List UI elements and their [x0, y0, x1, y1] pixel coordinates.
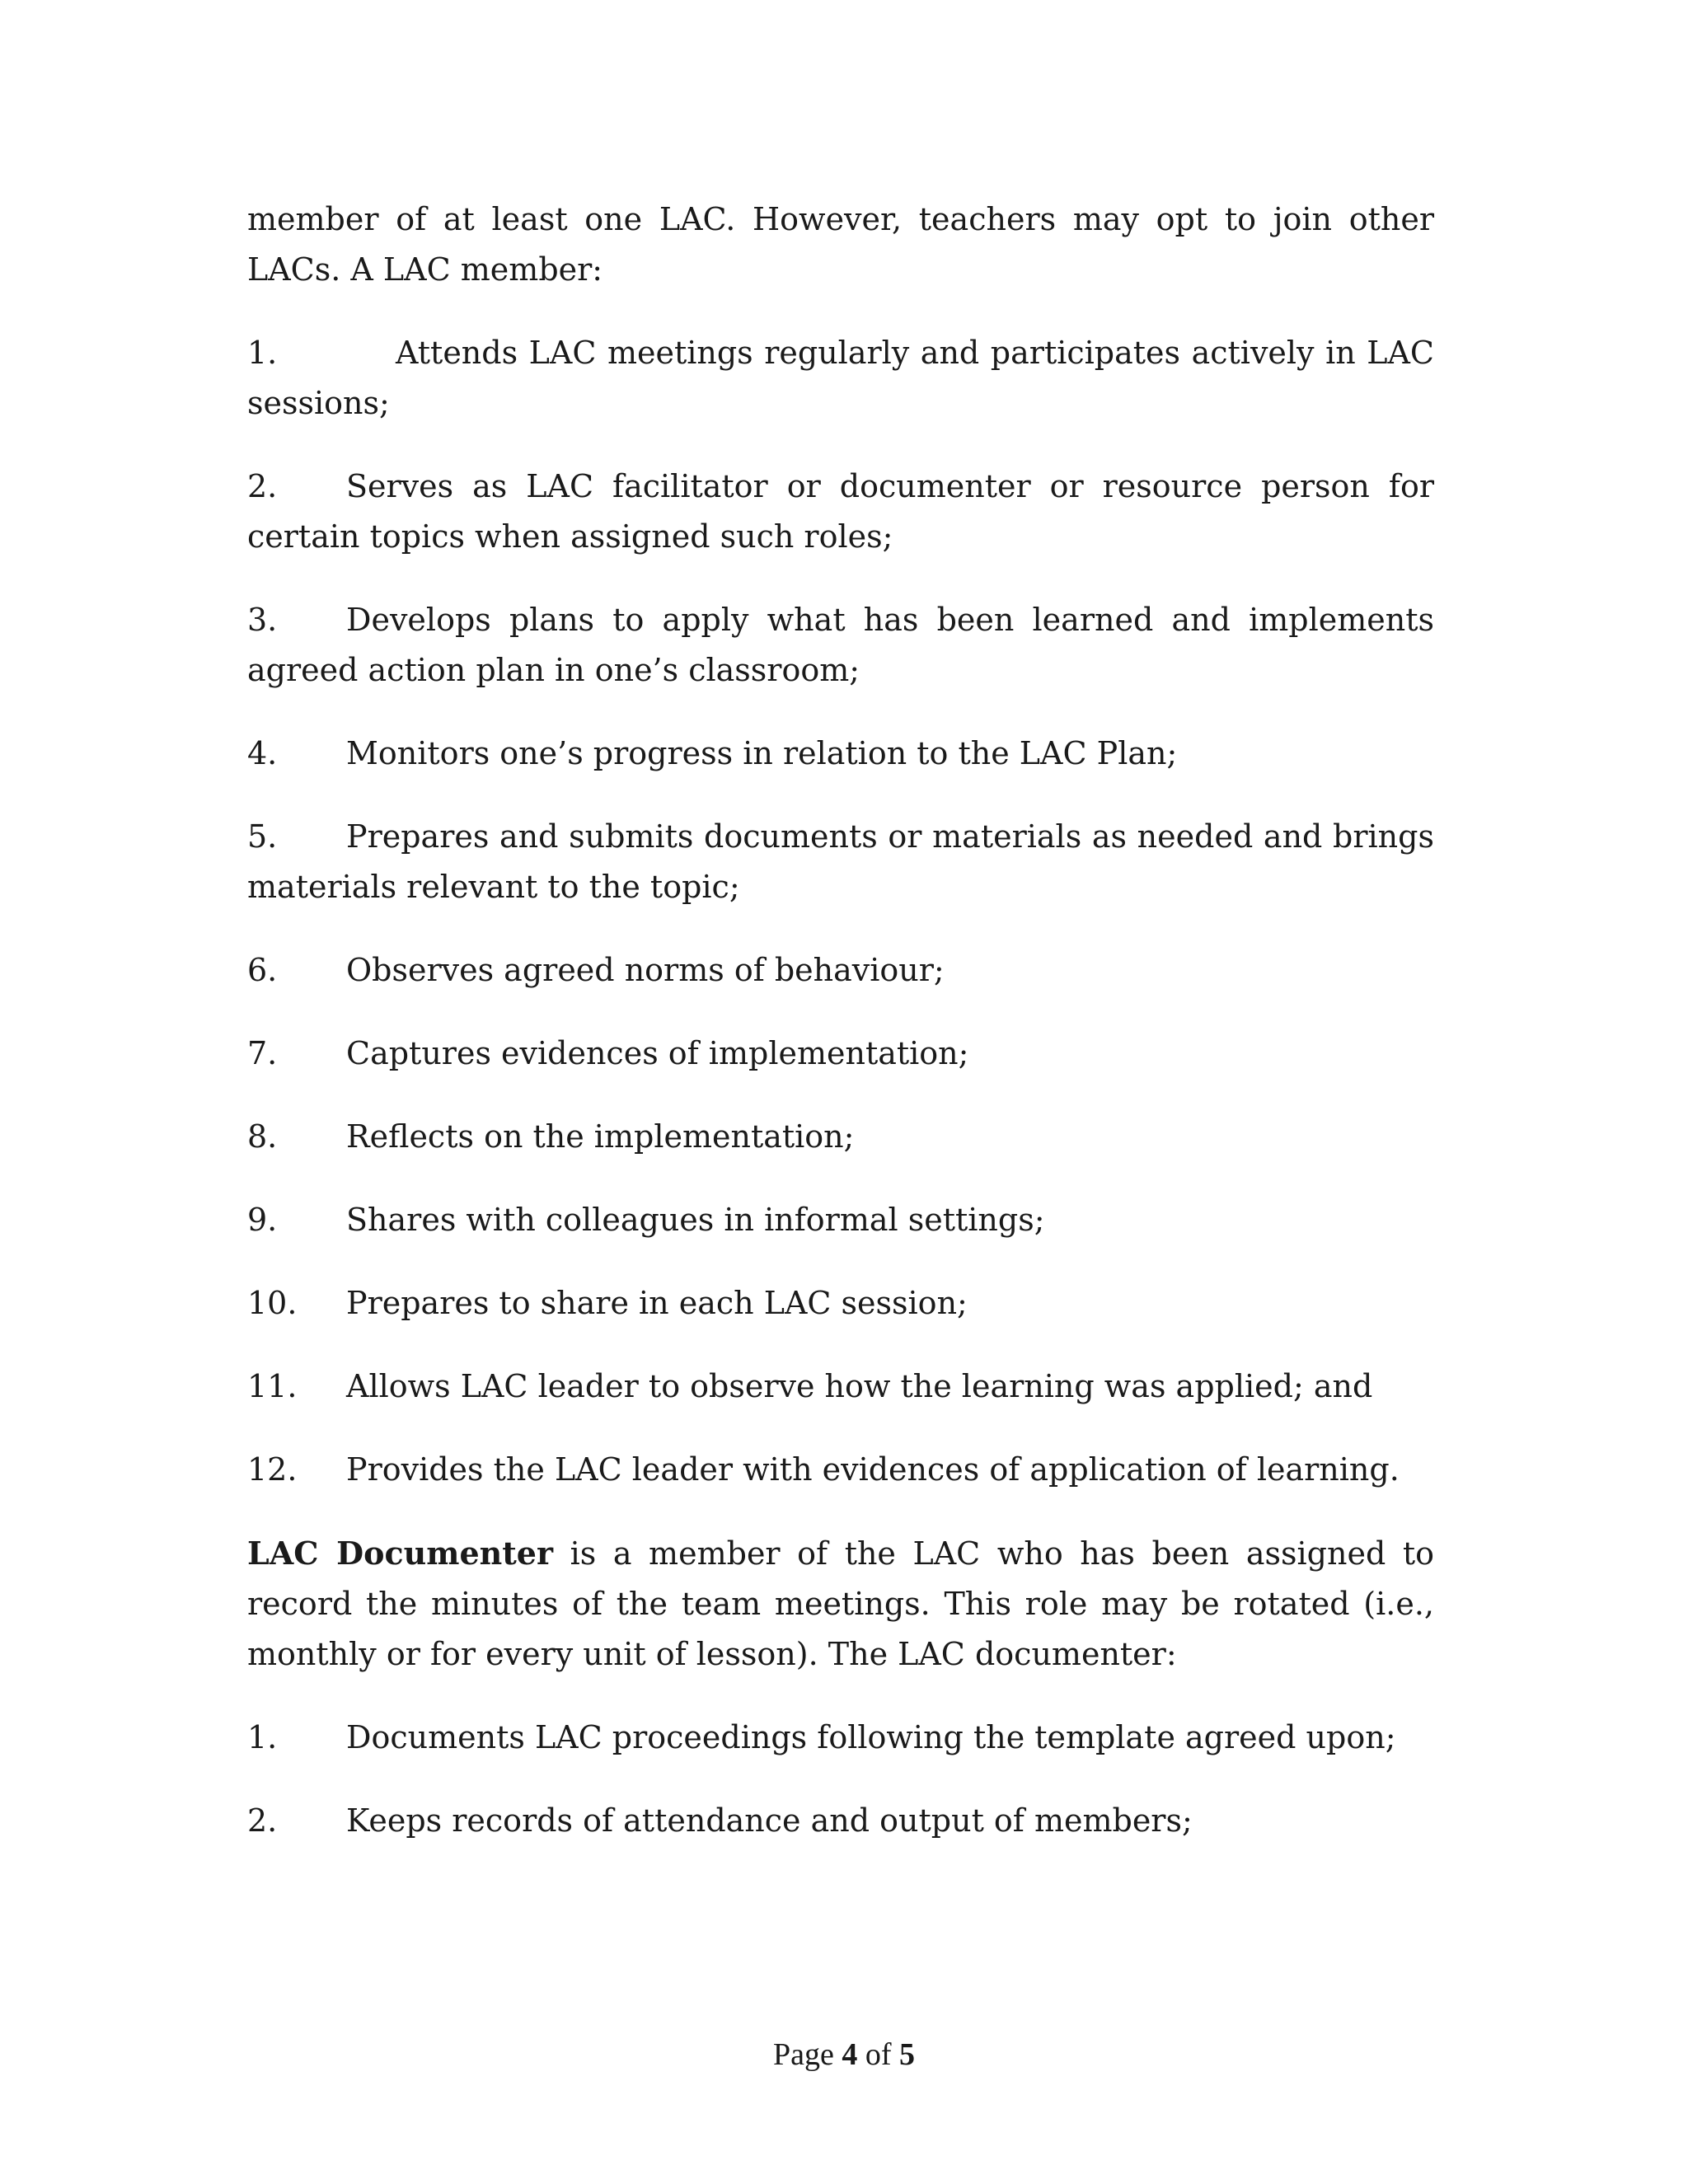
- list-item-number: 8.: [247, 1118, 278, 1155]
- documenter-description: is a member of the LAC who has been assigned to record the minutes of the team meetings. This role may be rotated (i.e., monthly or for every unit of lesson). The LAC documenter:: [247, 1535, 1434, 1672]
- list-item-number: 11.: [247, 1368, 298, 1404]
- list-item-number: 9.: [247, 1202, 278, 1238]
- page-body: [247, 194, 1434, 1879]
- page-word: Page: [772, 2037, 834, 2072]
- member-duties-list: [247, 328, 1434, 1495]
- documenter-duties-list: [247, 1713, 1434, 1846]
- list-item-number: 2.: [247, 468, 278, 504]
- list-item-number: 1.: [247, 1719, 278, 1755]
- list-item: [247, 1796, 1434, 1846]
- list-item: [247, 729, 1434, 779]
- documenter-paragraph: [247, 1528, 1434, 1680]
- list-item-text: Reflects on the implementation;: [346, 1118, 855, 1155]
- list-item-number: 12.: [247, 1451, 298, 1488]
- list-item-text: Keeps records of attendance and output of members;: [346, 1802, 1193, 1839]
- list-item-text: Observes agreed norms of behaviour;: [346, 952, 945, 988]
- current-page-number: 4: [842, 2037, 858, 2072]
- list-item-text: Serves as LAC facilitator or documenter or resource person for certain topics when assigned such roles;: [247, 468, 1434, 555]
- list-item: [247, 462, 1434, 562]
- of-word: of: [865, 2037, 892, 2072]
- list-item-number: 10.: [247, 1285, 298, 1321]
- list-item-number: 2.: [247, 1802, 278, 1839]
- list-item-number: 4.: [247, 735, 278, 771]
- list-item-number: 7.: [247, 1035, 278, 1071]
- list-item: [247, 1112, 1434, 1162]
- list-item: [247, 1278, 1434, 1329]
- list-item-text: Allows LAC leader to observe how the learning was applied; and: [346, 1368, 1373, 1404]
- list-item-text: Attends LAC meetings regularly and participates actively in LAC sessions;: [247, 335, 1434, 421]
- list-item-text: Prepares and submits documents or materials as needed and brings materials relevant to the topic;: [247, 818, 1434, 905]
- list-item-text: Shares with colleagues in informal settings;: [346, 1202, 1045, 1238]
- list-item-text: Provides the LAC leader with evidences of application of learning.: [346, 1451, 1400, 1488]
- list-item: [247, 1361, 1434, 1412]
- list-item-text: Captures evidences of implementation;: [346, 1035, 969, 1071]
- list-item: [247, 1713, 1434, 1763]
- list-item: [247, 812, 1434, 912]
- list-item: [247, 1029, 1434, 1079]
- total-page-count: 5: [899, 2037, 916, 2072]
- list-item: [247, 1445, 1434, 1495]
- documenter-term: LAC Documenter: [247, 1535, 554, 1572]
- intro-paragraph: member of at least one LAC. However, teachers may opt to join other LACs. A LAC member:: [247, 201, 1434, 288]
- list-item-number: 6.: [247, 952, 278, 988]
- list-item-number: 1.: [247, 335, 278, 371]
- list-item-number: 3.: [247, 602, 278, 638]
- list-item: [247, 328, 1434, 429]
- list-item-text: Monitors one’s progress in relation to the LAC Plan;: [346, 735, 1178, 771]
- list-item-number: 5.: [247, 818, 278, 855]
- list-item: [247, 945, 1434, 996]
- list-item-text: Prepares to share in each LAC session;: [346, 1285, 968, 1321]
- page-footer: [0, 2034, 1688, 2075]
- list-item-text: Documents LAC proceedings following the template agreed upon;: [346, 1719, 1396, 1755]
- list-item-text: Develops plans to apply what has been learned and implements agreed action plan in one’s classroom;: [247, 602, 1434, 688]
- list-item: [247, 595, 1434, 696]
- list-item: [247, 1195, 1434, 1245]
